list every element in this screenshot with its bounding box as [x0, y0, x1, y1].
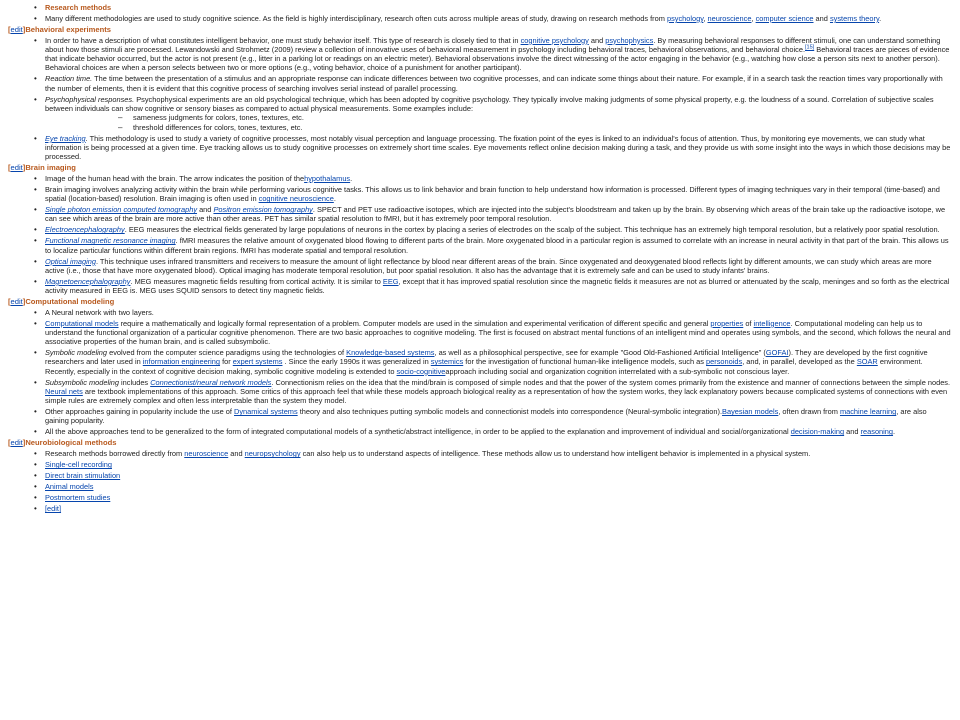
heading-text: Behavioral experiments	[25, 25, 111, 34]
list-item	[0, 277, 960, 295]
link-cognitive-neuroscience[interactable]: cognitive neuroscience	[258, 194, 334, 204]
list-item	[0, 482, 960, 491]
document	[0, 3, 960, 515]
list-item	[0, 3, 960, 12]
text: , except that it has improved spatial resolution since the magnetic fields it measures are not as blurred or attenuated by the scalp, meninges and so forth as the electrical activity measured in EEG is. MEG uses SQUID sensors to detect tiny magnetic fields.	[45, 276, 950, 296]
sub-list	[45, 113, 952, 132]
computational-list	[0, 308, 960, 437]
list-item	[0, 14, 960, 23]
text: Image of the human head with the brain. The arrow indicates the position of the	[45, 174, 305, 184]
link-socio-cognitive[interactable]: socio-cognitive	[396, 366, 446, 376]
list-item	[0, 504, 960, 513]
text: and	[813, 14, 830, 23]
link-properties[interactable]: properties	[710, 318, 744, 328]
research-methods-list	[0, 3, 960, 23]
text: . MEG measures magnetic fields resulting from cortical activity. It is similar to	[130, 276, 383, 286]
text: require a mathematically and logically formal representation of a problem. Computer models are used in the simulation and experimental verification of different specific and general	[118, 318, 711, 328]
link-spect[interactable]: Single photon emission computed tomography	[45, 205, 198, 215]
text: includes	[118, 377, 151, 387]
text: . By measuring behavioral responses to different stimuli, one can understand something about how those stimuli are processed. Lewandowski and Strohmetz (2009) review a collection of innovative uses of behavioral measurement in psychology including behavioral traces, behavioral observations, and behavioral choice.	[45, 35, 941, 54]
list-item	[0, 427, 960, 436]
list-item	[0, 95, 960, 132]
section-heading-behavioral: [edit]Behavioral experiments	[8, 25, 111, 34]
sub-list-item: – sameness judgments for colors, tones, textures, etc.	[45, 113, 952, 122]
neurobiological-list	[0, 449, 960, 513]
link-soar[interactable]: SOAR	[856, 357, 878, 367]
term: Subsymbolic modeling	[45, 377, 119, 387]
list-item	[0, 449, 960, 458]
link-systemics[interactable]: systemics	[430, 357, 464, 367]
link-information-engineering[interactable]: information engineering	[142, 357, 221, 367]
link-eeg[interactable]: Electroencephalography	[45, 225, 125, 235]
text: and	[844, 427, 861, 437]
list-item	[0, 471, 960, 480]
text: . Since the early 1990s it was generalized in	[282, 357, 431, 367]
link-single-cell-recording[interactable]: Single-cell recording	[45, 460, 112, 470]
edit-link[interactable]: edit	[10, 25, 23, 34]
text: Psychophysical experiments are an old psychological technique, which has been adopted by cognitive psychology. They typically involve making judgments of some physical property, e.g. the loudness of a sound. Correlation of subjective scales between individuals can show cognitive or sensory biases as compared to actual physical measurements. Some examples include:	[45, 94, 934, 113]
citation-link[interactable]: [15]	[805, 44, 815, 51]
link-meg[interactable]: Magnetoencephalography	[45, 276, 131, 286]
link-neuroscience[interactable]: neuroscience	[707, 14, 752, 23]
text: ). They are developed by the first cognitive researchers and later used in	[45, 348, 928, 367]
list-item	[0, 407, 960, 425]
edit-link[interactable]: edit	[10, 438, 23, 448]
text: can also help us to understand aspects of intelligence. These methods allow us to understand how intelligent behavior is implemented in a physical system.	[300, 449, 811, 459]
text: All the above approaches tend to be generalized to the form of integrated computational models of a synthetic/abstract intelligence, in order to be applied to the explanation and improvement of individual and social/organizational	[45, 427, 791, 437]
link-eeg-short[interactable]: EEG	[382, 276, 399, 286]
text: and	[588, 35, 606, 45]
text: , often drawn from	[778, 407, 840, 417]
text: theory and also techniques putting symbolic models and connectionist models into correspondence (Neural-symbolic integration).	[297, 407, 723, 417]
link-bayesian-models[interactable]: Bayesian models	[722, 407, 779, 417]
text: for the investigation of functional human-like intelligence models, such as	[463, 357, 707, 367]
term: Symbolic modeling	[45, 348, 108, 358]
link-neural-nets[interactable]: Neural nets	[45, 386, 83, 396]
edit-link-final[interactable]: [edit]	[45, 504, 62, 514]
text: Brain imaging involves analyzing activity within the brain while performing various cognitive tasks. This allows us to link behavior and brain function to help understand how information is processed. Different types of imaging techniques vary in their temporal (time-based) and spatial (location-based) resolution. Brain imaging is often used in	[45, 185, 940, 204]
link-computational-models[interactable]: Computational models	[45, 318, 119, 328]
link-pet[interactable]: Positron emission tomography	[213, 205, 313, 215]
behavioral-list	[0, 36, 960, 162]
text: and	[228, 449, 245, 459]
text: environment. Recently, especially in the context of cognitive decision making, symbolic cognitive modeling is extended to	[45, 357, 923, 376]
link-machine-learning[interactable]: machine learning	[839, 407, 897, 417]
text: .	[350, 174, 353, 184]
list-item	[0, 460, 960, 469]
text: . SPECT and PET use radioactive isotopes, which are injected into the subject's bloodstream and taken up by the brain. By observing which areas of the brain take up the radioactive isotope, we can see which areas of the brain are more active than other areas. PET has similar spatial resolution to fMRI, but it has extremely poor temporal resolution.	[45, 205, 946, 224]
text: In order to have a description of what constitutes intelligent behavior, one must study behavior itself. This type of research is closely tied to that in	[45, 35, 521, 45]
text: evolved from the computer science paradigms using the technologies of	[107, 348, 347, 358]
link-hypothalamus[interactable]: hypothalamus	[304, 174, 351, 184]
term: Reaction time.	[45, 74, 93, 84]
list-item: • A Neural network with two layers.	[0, 308, 960, 317]
link-direct-brain-stimulation[interactable]: Direct brain stimulation	[45, 471, 121, 481]
link-intelligence[interactable]: intelligence	[753, 318, 791, 328]
text: , as well as a philosophical perspective, see for example "Good Old-Fashioned Artificial Intelligence" (	[434, 348, 766, 358]
text: Research methods borrowed directly from	[45, 449, 185, 459]
text: .	[333, 194, 336, 204]
text: ,	[703, 14, 708, 23]
link-expert-systems[interactable]: expert systems	[232, 357, 283, 367]
list-item	[0, 378, 960, 406]
section-heading-research-methods: Research methods	[45, 3, 112, 12]
link-decision-making[interactable]: decision-making	[790, 427, 845, 437]
text: and	[197, 205, 214, 215]
link-optical-imaging[interactable]: Optical imaging	[45, 256, 96, 266]
sub-list-item: – threshold differences for colors, tones, textures, etc.	[45, 123, 952, 132]
text: are textbook implementations of this approach. Some critics of this approach feel that while these models approach biological reality as a representation of how the system works, they lack explanatory powers because complicated systems of connections with even simple rules are extremely complex and often less interpretable than the system they model.	[45, 386, 948, 406]
list-item	[0, 74, 960, 92]
link-neuropsychology[interactable]: neuropsychology	[244, 449, 301, 459]
list-item	[0, 134, 960, 162]
text: Other approaches gaining in popularity include the use of	[45, 407, 234, 417]
heading-text: Neurobiological methods	[25, 438, 117, 448]
edit-link[interactable]: edit	[10, 163, 23, 173]
list-item	[0, 185, 960, 203]
text: Behavioral traces are pieces of evidence that indicate behavior occurred, but the actor is not present (e.g., litter in a parking lot or readings on an electric meter). Behavioral observations involve the direct witnessing of the actor engaging in the behavior (e.g., watching how close a person sits next to another person). Behavioral choices are when a person selects between two or more options (e.g., voting behavior, choice of a punishment for another participant).	[45, 45, 950, 73]
link-systems-theory[interactable]: systems theory	[829, 14, 880, 23]
list-item	[0, 205, 960, 223]
section-heading-neurobiological: [edit]Neurobiological methods	[8, 438, 117, 448]
list-item	[0, 257, 960, 275]
link-animal-models[interactable]: Animal models	[45, 482, 94, 492]
section-heading-brain-imaging: [edit]Brain imaging	[8, 163, 76, 173]
list-item	[0, 225, 960, 234]
list-item	[0, 319, 960, 347]
list-item	[0, 493, 960, 502]
text: , and, in parallel, developed as the	[742, 357, 857, 367]
text: of	[743, 318, 754, 328]
list-item	[0, 236, 960, 254]
heading-text: Computational modeling	[25, 297, 115, 307]
text: . This technique uses infrared transmitters and receivers to measure the amount of light reflectance by blood near different areas of the brain. Since oxygenated and deoxygenated blood reflects light by different amounts, we can study which areas are more active (i.e., those that have more oxygenated blood). Optical imaging has moderate temporal resolution, but poor spatial resolution. It also has the advantage that it is extremely safe and can be used to study infants' brains.	[45, 256, 932, 275]
list-item	[0, 174, 960, 183]
text: for	[220, 357, 233, 367]
term: Psychophysical responses.	[45, 94, 135, 104]
edit-link[interactable]: edit	[10, 297, 23, 307]
heading-text: Brain imaging	[25, 163, 76, 173]
text: approach including social and organization cognition interrelated with a sub-symbolic not conscious layer.	[445, 366, 790, 376]
text: ,	[751, 14, 756, 23]
text: The time between the presentation of a stimulus and an appropriate response can indicate differences between two cognitive processes, and can indicate some things about their nature. For example, if in a search task the reaction times vary proportionally with the number of elements, then it is evident that this cognitive process of searching involves serial instead of parallel processing.	[45, 74, 943, 93]
section-heading-computational: [edit]Computational modeling	[8, 297, 115, 307]
link-cognitive-psychology[interactable]: cognitive psychology	[520, 35, 589, 45]
link-psychology[interactable]: psychology	[666, 14, 704, 23]
link-gofai[interactable]: GOFAI	[765, 348, 789, 358]
link-personoids[interactable]: personoids	[706, 357, 743, 367]
text: . fMRI measures the relative amount of oxygenated blood flowing to different parts of the brain. More oxygenated blood in a particular region is assumed to correlate with an increase in neural activity in that part of the brain. This allows us to localize particular functions within different brain regions. fMRI has moderate spatial and temporal resolution.	[45, 236, 949, 255]
list-item	[0, 36, 960, 73]
text: , are also gaining popularity.	[45, 407, 927, 426]
text: . This methodology is used to study a variety of cognitive processes, most notably visual perception and language processing. The fixation point of the eyes is linked to an individual's focus of attention. Thus, by monitoring eye movements, we can study what information is being processed at a given time. Eye tracking allows us to study cognitive processes on extremely short time scales. Eye movements reflect online decision making during a task, and they provide us with some insight into the ways in which those decisions may be processed.	[45, 133, 951, 162]
text: . EEG measures the electrical fields generated by large populations of neurons in the cortex by placing a series of electrodes on the scalp of the subject. This technique has an extremely high temporal resolution, but a relatively poor spatial resolution.	[124, 225, 940, 235]
text: .	[879, 14, 882, 23]
text: Many different methodologies are used to study cognitive science. As the field is highly interdisciplinary, research often cuts across multiple areas of study, drawing on research methods from	[45, 14, 667, 23]
link-computer-science[interactable]: computer science	[755, 14, 814, 23]
link-psychophysics[interactable]: psychophysics	[605, 35, 654, 45]
link-postmortem-studies[interactable]: Postmortem studies	[45, 493, 111, 503]
list-item	[0, 348, 960, 376]
link-neuroscience-2[interactable]: neuroscience	[184, 449, 229, 459]
text: . Computational modeling can help us to understand the functional organization of a particular cognitive phenomenon. There are two basic approaches to cognitive modeling. The first is focused on abstract mental functions of an intelligent mind and operates using symbols, and the second, which follows the neural and associative properties of the human brain, and is called subsymbolic.	[45, 318, 951, 347]
link-fmri[interactable]: Functional magnetic resonance imaging	[45, 236, 176, 246]
link-knowledge-based-systems[interactable]: Knowledge-based systems	[346, 348, 435, 358]
link-reasoning[interactable]: reasoning	[860, 427, 894, 437]
brain-imaging-list	[0, 174, 960, 295]
link-dynamical-systems[interactable]: Dynamical systems	[234, 407, 298, 417]
link-eye-tracking[interactable]: Eye tracking	[45, 133, 86, 143]
text: .	[893, 427, 896, 437]
link-connectionist[interactable]: Connectionist/neural network models	[150, 377, 272, 387]
text: . Connectionism relies on the idea that the mind/brain is composed of simple nodes and that the power of the system comes primarily from the existence and manner of connections between the simple nodes.	[271, 377, 951, 387]
